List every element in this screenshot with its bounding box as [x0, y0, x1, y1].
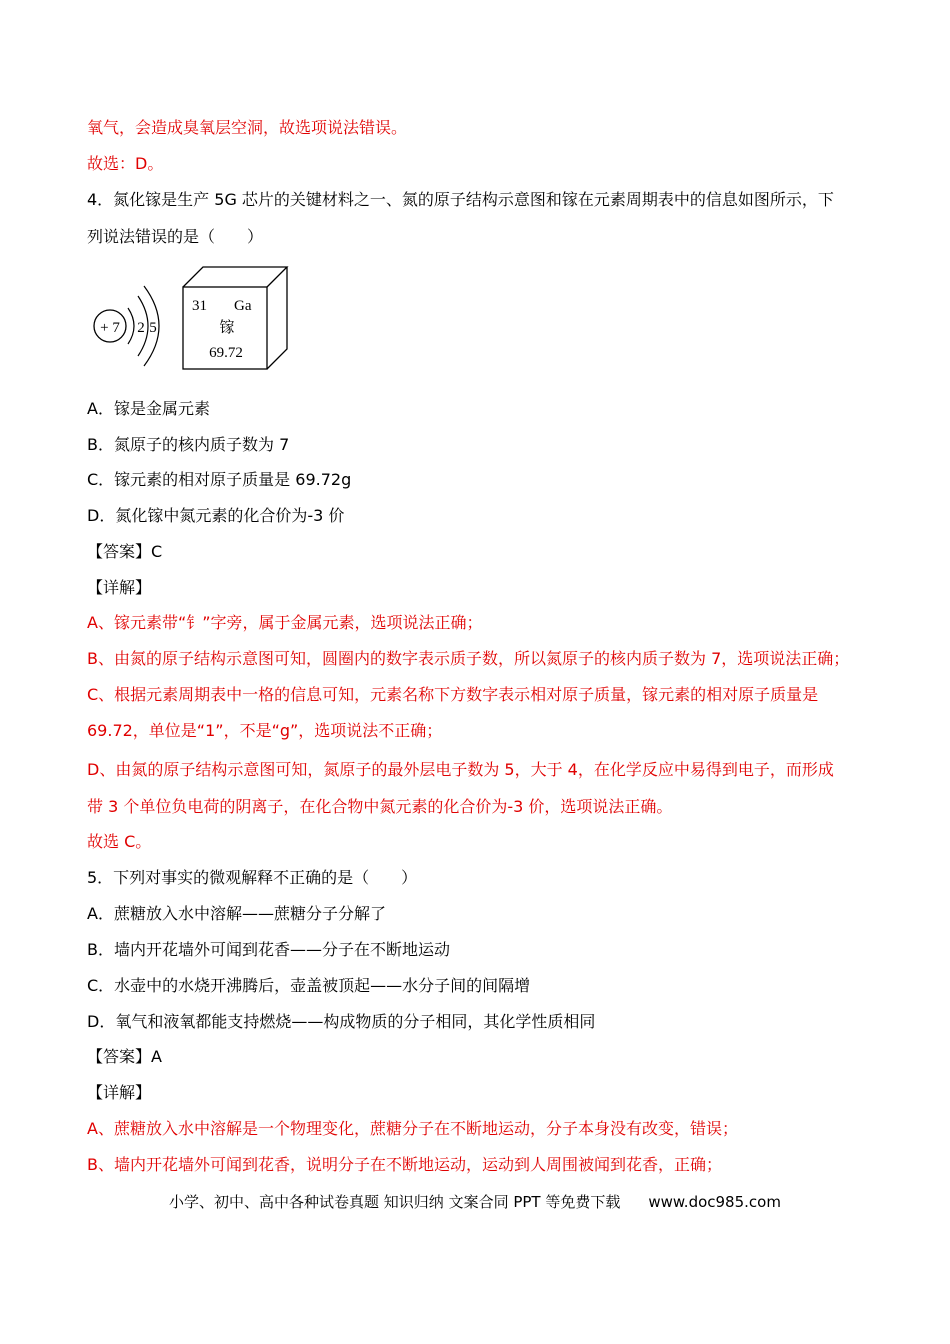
q4-option-d: D．氮化镓中氮元素的化合价为-3 价	[87, 506, 345, 525]
q5-option-d: D．氧气和液氧都能支持燃烧——构成物质的分子相同，其化学性质相同	[87, 1012, 596, 1031]
q4-detail-title: 【详解】	[87, 578, 152, 597]
nitrogen-atom-diagram	[94, 286, 159, 366]
element-name: 镓	[219, 318, 235, 336]
q5-option-b: B．墙内开花墙外可闻到花香——分子在不断地运动	[87, 940, 450, 959]
q4-detail-d-line1: D、由氮的原子结构示意图可知，氮原子的最外层电子数为 5，大于 4，在化学反应中易得到电子，而形成	[87, 760, 834, 779]
q4-detail-c-line2: 69.72，单位是“1”，不是“g”，选项说法不正确；	[87, 721, 443, 740]
q4-option-b: B．氮原子的核内质子数为 7	[87, 435, 290, 454]
q4-stem-line1: 4．氮化镓是生产 5G 芯片的关键材料之一、氮的原子结构示意图和镓在元素周期表中的信息如图所示，下	[87, 190, 834, 209]
footer-site-link[interactable]: www.doc985.com	[648, 1193, 781, 1211]
q5-detail-title: 【详解】	[87, 1083, 152, 1102]
q5-detail-a: A、蔗糖放入水中溶解是一个物理变化，蔗糖分子在不断地运动，分子本身没有改变，错误；	[87, 1119, 738, 1138]
q4-detail-c-line1: C、根据元素周期表中一格的信息可知，元素名称下方数字表示相对原子质量，镓元素的相对原子质量是	[87, 685, 819, 704]
footer-text: 小学、初中、高中各种试卷真题 知识归纳 文案合同 PPT 等免费下载	[169, 1193, 621, 1211]
page-footer	[0, 1192, 950, 1212]
gallium-element-cell	[183, 267, 287, 369]
continuation-line: 氧气，会造成臭氧层空洞，故选项说法错误。	[87, 118, 408, 137]
shell2-count: 5	[149, 320, 157, 336]
q5-answer: 【答案】A	[87, 1047, 162, 1066]
q4-option-c: C．镓元素的相对原子质量是 69.72g	[87, 470, 352, 489]
q4-figure	[88, 262, 298, 374]
q4-stem-line2: 列说法错误的是（ ）	[87, 227, 264, 246]
q4-detail-b: B、由氮的原子结构示意图可知，圆圈内的数字表示质子数，所以氮原子的核内质子数为 7，选项说法正确；	[87, 649, 850, 668]
q4-answer: 【答案】C	[87, 542, 163, 561]
q5-detail-b: B、墙内开花墙外可闻到花香，说明分子在不断地运动，运动到人周围被闻到花香，正确；	[87, 1155, 722, 1174]
shell1-count: 2	[137, 320, 145, 336]
q4-detail-d-line2: 带 3 个单位负电荷的阴离子，在化合物中氮元素的化合价为-3 价，选项说法正确。	[87, 797, 673, 816]
nucleus-label: + 7	[100, 320, 120, 336]
element-symbol: Ga	[234, 298, 252, 314]
q5-option-c: C．水壶中的水烧开沸腾后，壶盖被顶起——水分子间的间隔增	[87, 976, 531, 995]
q4-option-a: A．镓是金属元素	[87, 399, 210, 418]
q5-stem: 5．下列对事实的微观解释不正确的是（ ）	[87, 868, 418, 887]
q4-conclusion: 故选 C。	[87, 832, 152, 851]
prev-conclusion: 故选：D。	[87, 154, 164, 173]
q4-detail-a: A、镓元素带“钅”字旁，属于金属元素，选项说法正确；	[87, 613, 483, 632]
atomic-mass: 69.72	[209, 345, 243, 361]
atomic-number: 31	[192, 298, 207, 314]
q5-option-a: A．蔗糖放入水中溶解——蔗糖分子分解了	[87, 904, 386, 923]
